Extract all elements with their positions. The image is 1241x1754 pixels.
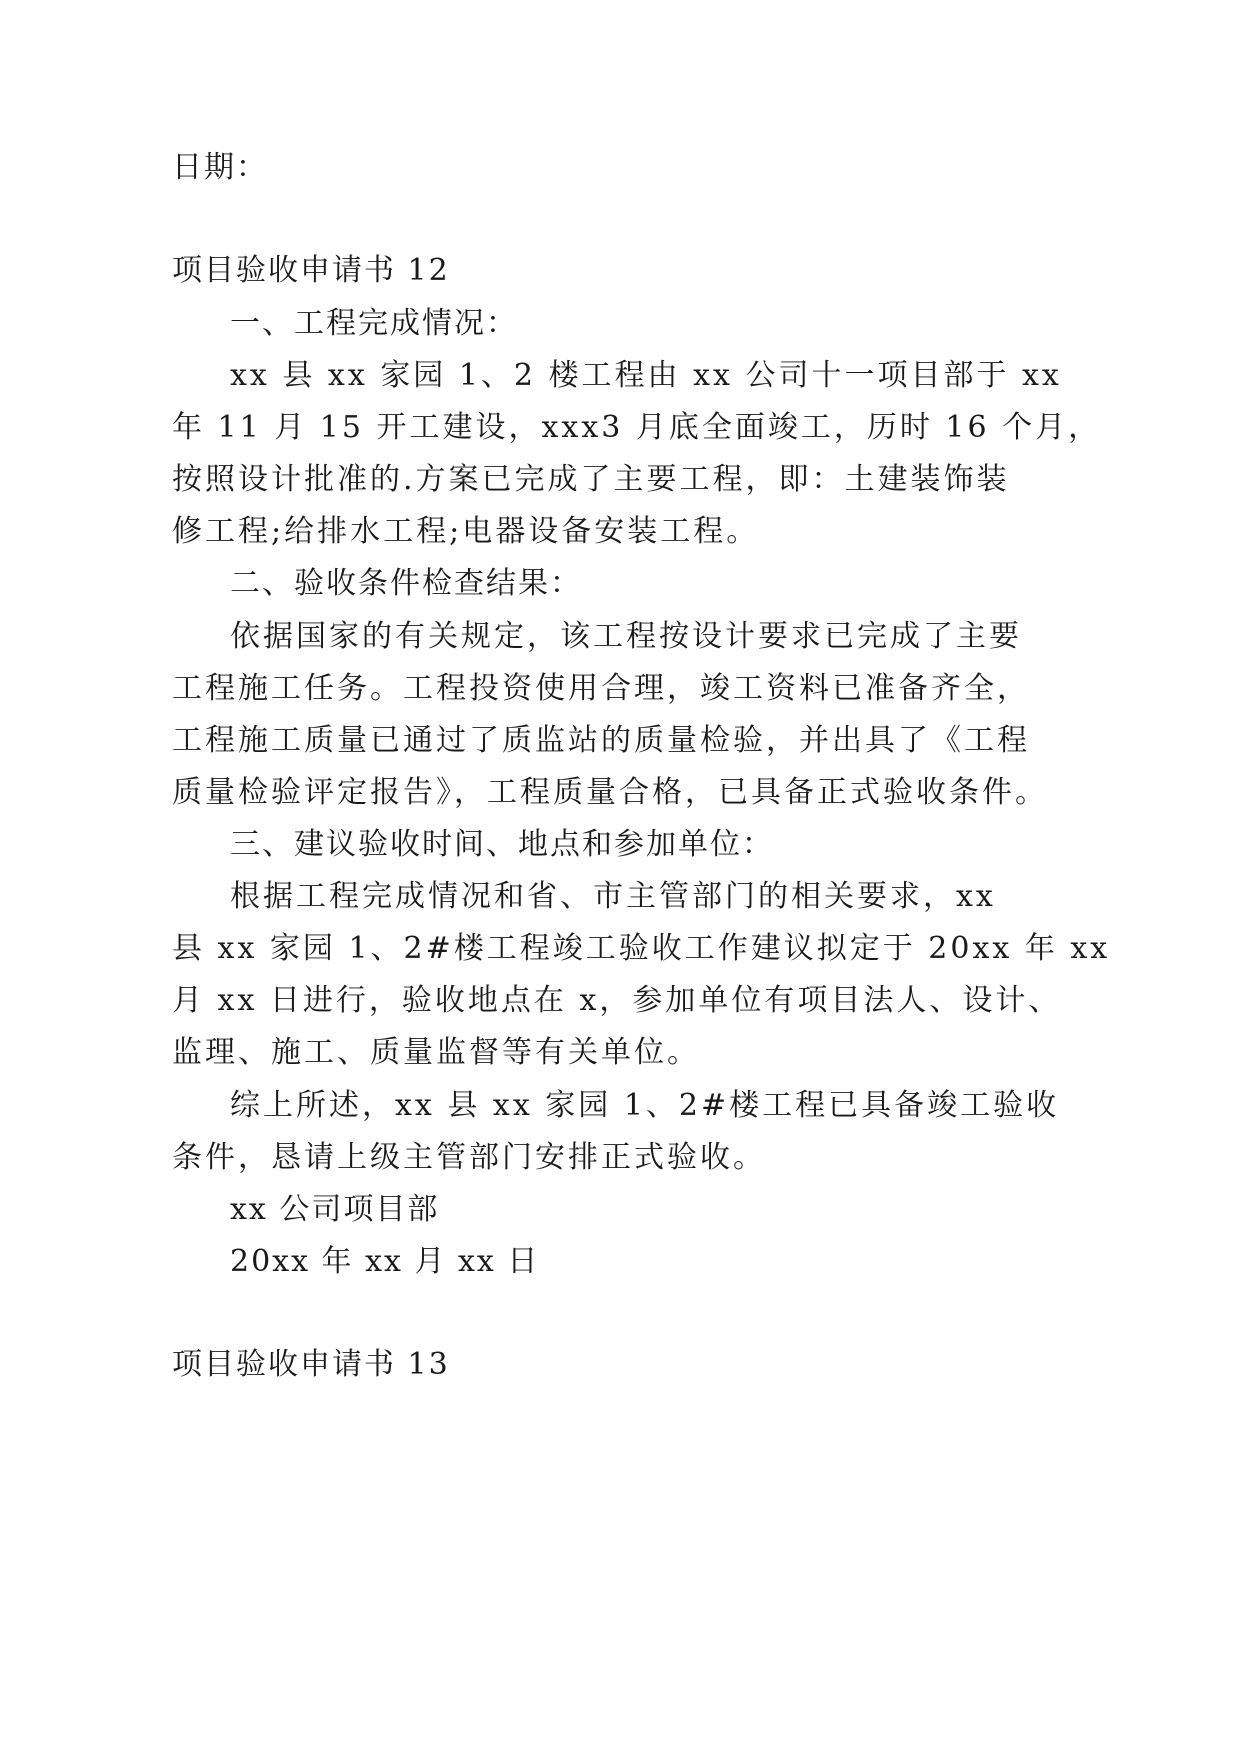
paragraph-line: 根据工程完成情况和省、市主管部门的相关要求，xx (230, 879, 996, 914)
section-title-12: 项目验收申请书 12 (172, 253, 450, 288)
signature-date: 20xx 年 xx 月 xx 日 (230, 1244, 540, 1279)
heading-project-completion: 一、工程完成情况： (230, 306, 518, 341)
paragraph-line: 县 xx 家园 1、2#楼工程竣工验收工作建议拟定于 20xx 年 xx (172, 931, 1111, 966)
heading-acceptance-conditions: 二、验收条件检查结果： (230, 566, 582, 601)
paragraph-line: xx 县 xx 家园 1、2 楼工程由 xx 公司十一项目部于 xx (230, 358, 1062, 393)
date-label: 日期： (172, 150, 268, 185)
paragraph-line: 月 xx 日进行，验收地点在 x，参加单位有项目法人、设计、 (172, 983, 1062, 1018)
signature-org: xx 公司项目部 (230, 1192, 440, 1227)
heading-acceptance-schedule: 三、建议验收时间、地点和参加单位： (230, 827, 774, 862)
paragraph-line: 修工程;给排水工程;电器设备安装工程。 (172, 514, 760, 549)
paragraph-line: 依据国家的有关规定，该工程按设计要求已完成了主要 (230, 619, 1022, 654)
paragraph-line: 条件，恳请上级主管部门安排正式验收。 (172, 1140, 766, 1175)
paragraph-line: 综上所述，xx 县 xx 家园 1、2#楼工程已具备竣工验收 (230, 1088, 1060, 1123)
paragraph-line: 工程施工质量已通过了质监站的质量检验，并出具了《工程 (172, 723, 1030, 758)
section-title-13: 项目验收申请书 13 (172, 1347, 450, 1382)
paragraph-line: 质量检验评定报告》，工程质量合格，已具备正式验收条件。 (172, 775, 1048, 810)
paragraph-line: 年 11 月 15 开工建设，xxx3 月底全面竣工，历时 16 个月， (172, 410, 1102, 445)
paragraph-line: 按照设计批准的.方案已完成了主要工程，即：土建装饰装 (172, 462, 1010, 497)
paragraph-line: 工程施工任务。工程投资使用合理，竣工资料已准备齐全， (172, 671, 1030, 706)
paragraph-line: 监理、施工、质量监督等有关单位。 (172, 1035, 700, 1070)
